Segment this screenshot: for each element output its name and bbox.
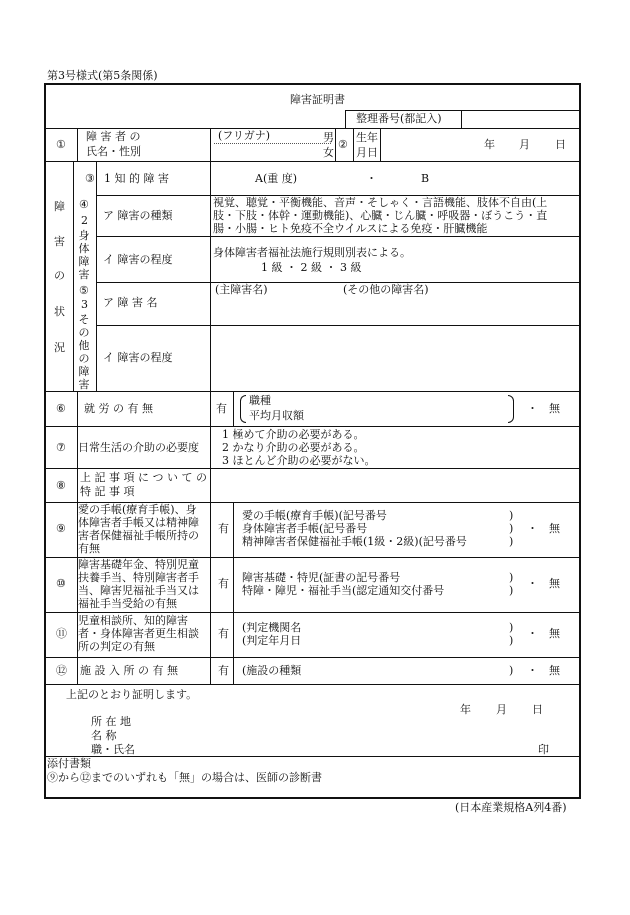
certifier-field[interactable] — [150, 714, 520, 754]
ai-handbook-line[interactable]: 愛の手帳(療育手帳)(記号番号 — [242, 509, 387, 522]
handbook-paren-2: ) — [509, 522, 514, 535]
row11-number: ⑪ — [56, 627, 67, 640]
other-degree-field[interactable] — [213, 328, 577, 388]
row12-number: ⑫ — [56, 664, 67, 677]
birth-date-field[interactable] — [383, 131, 479, 158]
cert-day-label: 日 — [532, 703, 543, 716]
status-char-5: 況 — [54, 341, 65, 354]
allowance-label-line1: 障害基礎年金、特別児童 — [78, 558, 199, 571]
birth-label-line2: 月日 — [356, 146, 378, 159]
birth-label-line1: 生年 — [356, 131, 378, 144]
judgement-separator: ・ — [527, 627, 538, 640]
facility-separator: ・ — [527, 664, 538, 677]
main-disability-label: (主障害名) — [215, 283, 268, 296]
judgement-label-line2: 者・身体障害者更生相談 — [78, 627, 199, 640]
row10-number: ⑩ — [56, 577, 66, 590]
employment-no[interactable]: 無 — [549, 402, 560, 415]
sex-male[interactable]: 男 — [323, 131, 334, 144]
employment-left-bracket — [240, 395, 246, 423]
row2-number: ② — [338, 138, 348, 151]
facility-yes[interactable]: 有 — [218, 664, 229, 677]
judgement-paren-1: ) — [509, 621, 514, 634]
handbook-label-line4: 有無 — [78, 542, 100, 555]
special-notes-label-line2: 特 記 事 項 — [80, 485, 135, 498]
care-option-2[interactable]: 2 かなり介助の必要がある。 — [222, 441, 365, 454]
care-need-label: 日常生活の介助の必要度 — [78, 441, 199, 454]
disability-type-line2[interactable]: 肢・下肢・体幹・運動機能)、心臓・じん臓・呼吸器・ぼうこう・直 — [213, 209, 548, 222]
disability-name-label: ア 障 害 名 — [103, 296, 158, 309]
physical-handbook-line[interactable]: 身体障害者手帳(記号番号 — [242, 522, 368, 535]
grade-a-option[interactable]: A(重 度) — [255, 172, 298, 185]
employment-right-bracket — [508, 395, 514, 423]
row5-sub-number: 3 — [81, 298, 88, 311]
intellectual-disability-label: 1 知 的 障 害 — [104, 172, 169, 185]
form-title: 障害証明書 — [290, 93, 345, 106]
status-char-4: 状 — [54, 305, 65, 318]
row9-number: ⑨ — [56, 522, 66, 535]
other-disability-label: (その他の障害名) — [343, 283, 429, 296]
disability-type-label: ア 障害の種類 — [103, 209, 173, 222]
status-char-1: 障 — [54, 200, 65, 213]
handbook-label-line1: 愛の手帳(療育手帳)、身 — [78, 503, 197, 516]
pension-line[interactable]: 障害基礎・特児(証書の記号番号 — [242, 571, 401, 584]
other-degree-label: イ 障害の程度 — [103, 351, 173, 364]
judgement-label-line3: 所の判定の有無 — [78, 640, 155, 653]
allowance-label-line3: 当、障害児福祉手当又は — [78, 584, 199, 597]
position-name-label: 職・氏名 — [91, 743, 135, 756]
grade-separator: ・ — [366, 172, 377, 185]
status-char-3: の — [54, 269, 65, 282]
seal-mark: 印 — [538, 743, 549, 756]
mental-handbook-line[interactable]: 精神障害者保健福祉手帳(1級・2級)(記号番号 — [242, 535, 467, 548]
handbook-yes[interactable]: 有 — [218, 522, 229, 535]
allowance-no[interactable]: 無 — [549, 577, 560, 590]
birth-month-label: 月 — [519, 138, 530, 151]
disability-degree-label: イ 障害の程度 — [103, 253, 173, 266]
care-option-3[interactable]: 3 ほとんど介助の必要がない。 — [222, 454, 376, 467]
disability-type-line1[interactable]: 視覚、聴覚・平衡機能、音声・そしゃく・言語機能、肢体不自由(上 — [213, 196, 548, 209]
attachment-note: ⑨から⑫までのいずれも「無」の場合は、医師の診断書 — [47, 771, 322, 784]
degree-rule-text: 身体障害者福祉法施行規則別表による。 — [213, 246, 411, 259]
row3-number: ③ — [85, 172, 95, 185]
name-label-line1: 障 害 者 の — [86, 130, 141, 143]
grade-b-option[interactable]: B — [421, 172, 430, 185]
furigana-label: (フリガナ) — [218, 129, 271, 142]
job-details-field[interactable] — [320, 394, 506, 424]
cert-year-label: 年 — [460, 703, 471, 716]
disability-type-line3[interactable]: 腸・小腸・ヒト免疫不全ウイルスによる免疫・肝臓機能 — [213, 222, 488, 235]
status-char-2: 害 — [54, 235, 65, 248]
certification-statement: 上記のとおり証明します。 — [66, 688, 198, 701]
row1-number: ① — [56, 138, 66, 151]
other-disability-vertical-label: その他の障害 — [78, 313, 90, 391]
cert-month-label: 月 — [496, 703, 507, 716]
reference-number-label: 整理番号(都記入) — [356, 112, 442, 125]
row4-sub-number: 2 — [81, 214, 88, 227]
handbook-label-line2: 体障害者手帳又は精神障 — [78, 516, 199, 529]
judgement-label-line1: 児童相談所、知的障害 — [78, 614, 188, 627]
facility-paren: ) — [509, 664, 514, 677]
disability-name-field[interactable] — [213, 297, 577, 323]
allowance-yes[interactable]: 有 — [218, 577, 229, 590]
form-reference: 第3号様式(第5条関係) — [47, 69, 158, 82]
monthly-income-label: 平均月収額 — [249, 409, 304, 422]
handbook-label-line3: 害者保健福祉手帳所持の — [78, 529, 199, 542]
footer-standard: (日本産業規格A列4番) — [455, 801, 567, 814]
attachment-label: 添付書類 — [47, 757, 91, 770]
facility-type-line[interactable]: (施設の種類 — [242, 664, 302, 677]
degree-grade-options[interactable]: 1 級 ・ 2 級 ・ 3 級 — [261, 261, 362, 274]
handbook-paren-1: ) — [509, 509, 514, 522]
row7-number: ⑦ — [56, 441, 66, 454]
org-name-label: 名 称 — [91, 729, 117, 742]
row5-number: ⑤ — [79, 284, 89, 297]
judgement-agency-line[interactable]: (判定機関名 — [242, 621, 302, 634]
address-label: 所 在 地 — [91, 715, 131, 728]
special-notes-label-line1: 上 記 事 項 に つ い て の — [80, 471, 207, 484]
allowance-label-line4: 福祉手当受給の有無 — [78, 597, 177, 610]
birth-day-label: 日 — [555, 138, 566, 151]
care-option-1[interactable]: 1 極めて介助の必要がある。 — [222, 428, 365, 441]
row8-number: ⑧ — [56, 479, 66, 492]
facility-label: 施 設 入 所 の 有 無 — [80, 664, 178, 677]
handbook-separator: ・ — [527, 522, 538, 535]
employment-separator: ・ — [527, 402, 538, 415]
facility-no[interactable]: 無 — [549, 664, 560, 677]
handbook-no[interactable]: 無 — [549, 522, 560, 535]
allowance-paren-1: ) — [509, 571, 514, 584]
allowance-separator: ・ — [527, 577, 538, 590]
sex-female[interactable]: 女 — [323, 146, 334, 159]
applicant-name-field[interactable] — [213, 144, 321, 160]
row6-number: ⑥ — [56, 402, 66, 415]
allowance-paren-2: ) — [509, 584, 514, 597]
employment-yes[interactable]: 有 — [216, 402, 227, 415]
job-type-label: 職種 — [249, 394, 271, 407]
physical-disability-vertical-label: 身体障害 — [78, 229, 90, 281]
judgement-no[interactable]: 無 — [549, 627, 560, 640]
handbook-paren-3: ) — [509, 535, 514, 548]
judgement-yes[interactable]: 有 — [218, 627, 229, 640]
allowance-label-line2: 扶養手当、特別障害者手 — [78, 571, 199, 584]
allowance-line[interactable]: 特障・障児・福祉手当(認定通知交付番号 — [242, 584, 445, 597]
special-notes-field[interactable] — [213, 471, 577, 500]
judgement-date-line[interactable]: (判定年月日 — [242, 634, 302, 647]
row4-number: ④ — [79, 198, 89, 211]
name-label-line2: 氏名・性別 — [86, 145, 141, 158]
judgement-paren-2: ) — [509, 634, 514, 647]
birth-year-label: 年 — [484, 138, 495, 151]
reference-number-field[interactable] — [463, 111, 579, 127]
employment-label: 就 労 の 有 無 — [84, 402, 153, 415]
